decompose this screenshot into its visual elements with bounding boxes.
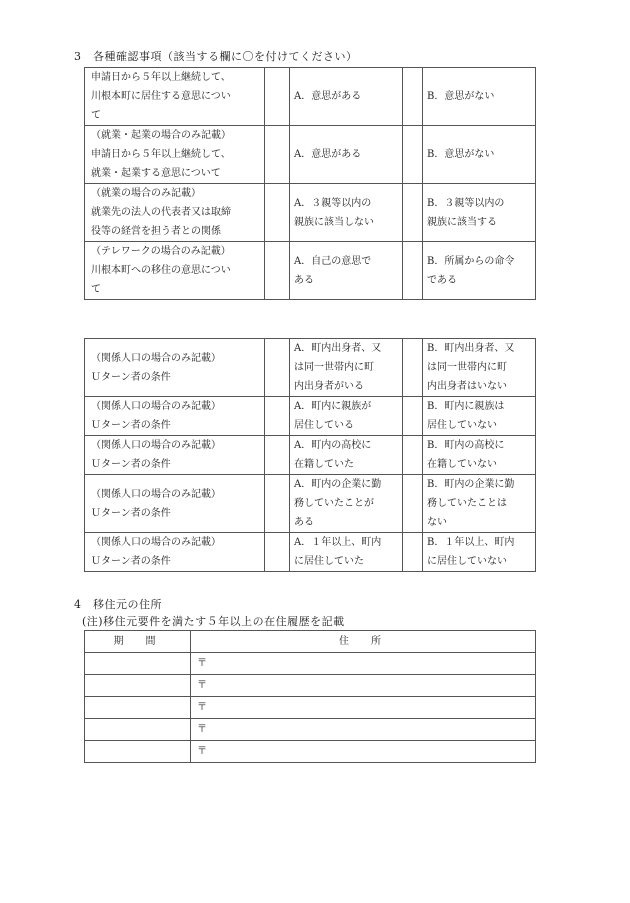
option-a-mark-cell[interactable] [265,242,290,300]
option-text-line: ある [294,517,314,528]
option-text-line: は同一世帯内に町 [294,362,374,373]
question-text-line: Ｕターン者の条件 [91,507,171,519]
question-cell [85,533,265,572]
address-cell[interactable] [191,741,536,763]
option-text-line: 務していたことが [294,498,374,509]
option-text-line: である [427,274,457,286]
option-b-mark-cell[interactable] [403,68,423,126]
option-text-line: 在籍していた [294,459,354,470]
option-a-mark-cell[interactable] [265,339,290,397]
option-a-cell[interactable] [290,242,403,300]
confirmation-row [85,126,536,184]
confirmation-table-2 [84,338,536,572]
question-text-line: （テレワークの場合のみ記載） [91,246,231,257]
question-text-line: 申請日から５年以上継続して、 [91,149,231,160]
option-text-line: ある [294,274,314,286]
question-cell [85,436,265,475]
option-b-mark-cell[interactable] [403,436,423,475]
address-row [85,675,536,697]
option-a-mark-cell[interactable] [265,68,290,126]
option-b-mark-cell[interactable] [403,397,423,436]
option-text-line: B．町内の高校に [427,440,505,451]
period-cell[interactable] [85,741,191,763]
postal-mark: 〒 [197,658,207,669]
question-text-line: （就業の場合のみ記載） [91,188,201,199]
question-text-line: Ｕターン者の条件 [91,420,171,431]
address-row [85,741,536,763]
option-text-line: B．町内出身者、又 [427,343,515,354]
option-b-mark-cell[interactable] [403,533,423,572]
question-cell [85,475,265,533]
option-a-cell[interactable] [290,68,403,126]
option-text-line: A．意思がある [294,149,362,160]
option-text-line: B．意思がない [427,149,495,160]
option-a-mark-cell[interactable] [265,475,290,533]
confirmation-row [85,397,536,436]
postal-mark: 〒 [197,680,207,691]
address-header: 住 所 [191,631,536,653]
question-cell [85,126,265,184]
option-text-line: A．町内出身者、又 [294,343,382,354]
question-cell [85,68,265,126]
question-text-line: （関係人口の場合のみ記載） [91,352,221,364]
option-text-line: B．町内の企業に勤 [427,479,515,490]
option-b-cell[interactable] [423,436,536,475]
option-a-cell[interactable] [290,126,403,184]
question-text-line: （就業・起業の場合のみ記載） [91,130,231,141]
option-a-cell[interactable] [290,339,403,397]
option-text-line: B．所属からの命令 [427,255,515,267]
period-cell[interactable] [85,675,191,697]
option-a-mark-cell[interactable] [265,533,290,572]
confirmation-row [85,184,536,242]
address-row [85,719,536,741]
option-a-cell[interactable] [290,397,403,436]
section4-heading: 4 移住元の住所 [74,598,162,611]
question-text-line: （関係人口の場合のみ記載） [91,488,221,500]
question-text-line: て [91,110,101,121]
question-cell [85,397,265,436]
address-cell[interactable] [191,697,536,719]
confirmation-row [85,533,536,572]
option-text-line: ない [427,517,447,528]
confirmation-row [85,436,536,475]
period-header: 期 間 [85,631,191,653]
option-b-mark-cell[interactable] [403,242,423,300]
period-cell[interactable] [85,697,191,719]
option-text-line: 居住している [294,420,354,431]
question-text-line: （関係人口の場合のみ記載） [91,537,221,548]
postal-mark: 〒 [197,702,207,713]
question-text-line: て [91,284,101,295]
option-a-cell[interactable] [290,436,403,475]
option-text-line: A．自己の意思で [294,255,372,267]
question-text-line: 川根本町に居住する意思につい [91,91,231,102]
confirmation-row [85,339,536,397]
option-text-line: 内出身者はいない [427,381,507,392]
option-b-cell[interactable] [423,184,536,242]
confirmation-table-1 [84,67,536,300]
option-text-line: 親族に該当する [427,216,497,228]
option-text-line: A．町内の企業に勤 [294,479,382,490]
option-b-cell[interactable] [423,126,536,184]
question-cell [85,184,265,242]
question-text-line: Ｕターン者の条件 [91,371,171,383]
option-text-line: A．３親等以内の [294,197,372,209]
option-text-line: A．意思がある [294,91,362,102]
option-b-cell[interactable] [423,339,536,397]
period-cell[interactable] [85,653,191,675]
option-text-line: A．１年以上、町内 [294,537,382,548]
section3-heading: 3 各種確認事項（該当する欄に〇を付けてください） [74,50,358,63]
option-a-cell[interactable] [290,184,403,242]
confirmation-row [85,475,536,533]
option-b-mark-cell[interactable] [403,126,423,184]
option-a-cell[interactable] [290,475,403,533]
option-text-line: B．意思がない [427,91,495,102]
address-table-header [85,631,536,653]
question-text-line: 就業先の法人の代表者又は取締 [91,207,231,218]
question-text-line: 川根本町への移住の意思につい [91,265,231,276]
option-a-mark-cell[interactable] [265,184,290,242]
option-text-line: 在籍していない [427,459,497,470]
section4-note: (注)移住元要件を満たす５年以上の在住履歴を記載 [82,615,345,628]
option-text-line: 務していたことは [427,498,507,509]
address-row [85,653,536,675]
option-text-line: 親族に該当しない [294,216,374,228]
question-text-line: 就業・起業する意思について [91,168,221,179]
option-a-cell[interactable] [290,533,403,572]
option-b-cell[interactable] [423,242,536,300]
option-text-line: B．１年以上、町内 [427,537,515,548]
option-text-line: B．３親等以内の [427,197,505,209]
option-text-line: に居住していた [294,556,364,567]
postal-mark: 〒 [197,724,207,735]
option-text-line: は同一世帯内に町 [427,362,507,373]
option-a-mark-cell[interactable] [265,397,290,436]
address-cell[interactable] [191,653,536,675]
question-text-line: Ｕターン者の条件 [91,556,171,567]
confirmation-row [85,68,536,126]
confirmation-row [85,242,536,300]
option-b-cell[interactable] [423,397,536,436]
question-text-line: 申請日から５年以上継続して、 [91,72,231,83]
option-a-mark-cell[interactable] [265,126,290,184]
option-b-cell[interactable] [423,68,536,126]
question-cell [85,339,265,397]
question-text-line: （関係人口の場合のみ記載） [91,401,221,412]
option-text-line: 居住していない [427,420,497,431]
option-text-line: A．町内の高校に [294,440,372,451]
question-text-line: 役等の経営を担う者との関係 [91,226,221,237]
postal-mark: 〒 [197,746,207,757]
option-b-mark-cell[interactable] [403,475,423,533]
address-cell[interactable] [191,719,536,741]
address-cell[interactable] [191,675,536,697]
option-text-line: A．町内に親族が [294,401,372,412]
question-text-line: Ｕターン者の条件 [91,459,171,470]
option-b-mark-cell[interactable] [403,339,423,397]
question-text-line: （関係人口の場合のみ記載） [91,440,221,451]
option-a-mark-cell[interactable] [265,436,290,475]
option-text-line: B．町内に親族は [427,401,505,412]
option-text-line: 内出身者がいる [294,381,364,392]
address-row [85,697,536,719]
option-b-cell[interactable] [423,475,536,533]
address-history-table [84,630,536,763]
option-b-mark-cell[interactable] [403,184,423,242]
option-b-cell[interactable] [423,533,536,572]
question-cell [85,242,265,300]
option-text-line: に居住していない [427,556,507,567]
period-cell[interactable] [85,719,191,741]
